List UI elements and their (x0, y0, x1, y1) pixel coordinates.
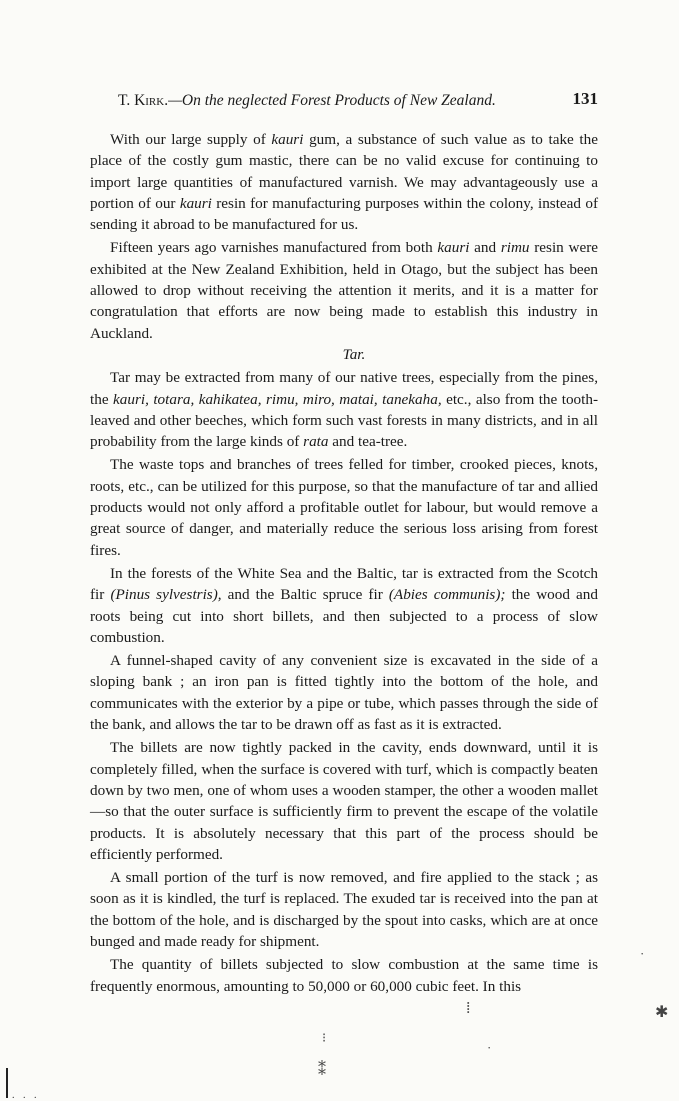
scan-speck: ⁞ (466, 1000, 471, 1017)
paragraph: The billets are now tightly packed in the cavity, ends downward, until it is completely filled, when the surface is covered with turf, which is compactly beaten down by two men, one of whom uses a wooden stamper, the other a wooden mallet—so that the outer surface is sufficiently firm to prevent the escape of the volatile products. It is absolutely necessary that this part of the process should be efficiently performed. (90, 739, 598, 863)
paragraph: A funnel-shaped cavity of any convenient size is excavated in the side of a sloping bank ; an iron pan is fitted tightly into the bottom of the hole, and communicates with the exterior by a pipe or tube, which passes through the side of the bank, and allows the tar to be drawn off as fast as it is extracted. (90, 652, 598, 734)
running-header (118, 89, 598, 110)
section-heading-tar: Tar. (342, 345, 366, 363)
paragraph: A small portion of the turf is now removed, and fire applied to the stack ; as soon as it is kindled, the turf is replaced. The exuded tar is received into the pan at the bottom of the hole, and is discharged by the spout into casks, which are at once bunged and made ready for shipment. (90, 869, 598, 950)
paragraph: The waste tops and branches of trees felled for timber, crooked pieces, knots, roots, etc., can be utilized for this purpose, so that the manufacture of tar and allied products would not only afford a profitable outlet for labour, but would remove a great source of danger, and materially reduce the serious loss arising from forest fires. (90, 456, 598, 559)
header-author: T. Kirk. (118, 92, 169, 109)
page-number: 131 (572, 89, 598, 108)
page-edge-dots: . . . (12, 1090, 40, 1101)
page-edge-mark (6, 1068, 8, 1098)
scan-speck: ⁑ (318, 1062, 326, 1079)
scan-speck: ✱ (655, 1004, 669, 1021)
paragraph: With our large supply of kauri gum, a substance of such value as to take the place of the costly gum mastic, there can be no valid excuse for continuing to import large quantities of manufactured varnish. We may advantageously use a portion of our kauri resin for manufacturing purposes within the colony, instead of sending it abroad to be manufactured for us. (90, 131, 598, 234)
paragraph: Fifteen years ago varnishes manufactured from both kauri and rimu resin were exhibited at the New Zealand Exhibition, held in Otago, but the subject has been allowed to drop without receiving the attention it merits, and it is a matter for congratulation that efforts are now being made to establish this industry in Auckland. (90, 239, 598, 342)
paragraph: In the forests of the White Sea and the Baltic, tar is extracted from the Scotch fir (Pinus sylvestris), and the Baltic spruce fir (Abies communis); the wood and roots being cut into short billets, and then subjected to a process of slow combustion. (90, 564, 598, 646)
body-text (90, 129, 598, 997)
scan-speck: · (487, 1040, 492, 1055)
scan-speck: · (640, 946, 645, 961)
paragraph: Tar may be extracted from many of our native trees, especially from the pines, the kauri, totara, kahikatea, rimu, miro, matai, tanekaha, etc., also from the tooth-leaved and other beeches, which form such vast forests in many districts, and in all probability from the large kinds of rata and tea-tree. (90, 369, 598, 451)
paragraph: The quantity of billets subjected to slow combustion at the same time is frequently enormous, amounting to 50,000 or 60,000 cubic feet. In this (90, 956, 598, 995)
header-title: —On the neglected Forest Products of New Zealand. (168, 92, 496, 109)
scan-speck: ⁝ (322, 1030, 327, 1045)
